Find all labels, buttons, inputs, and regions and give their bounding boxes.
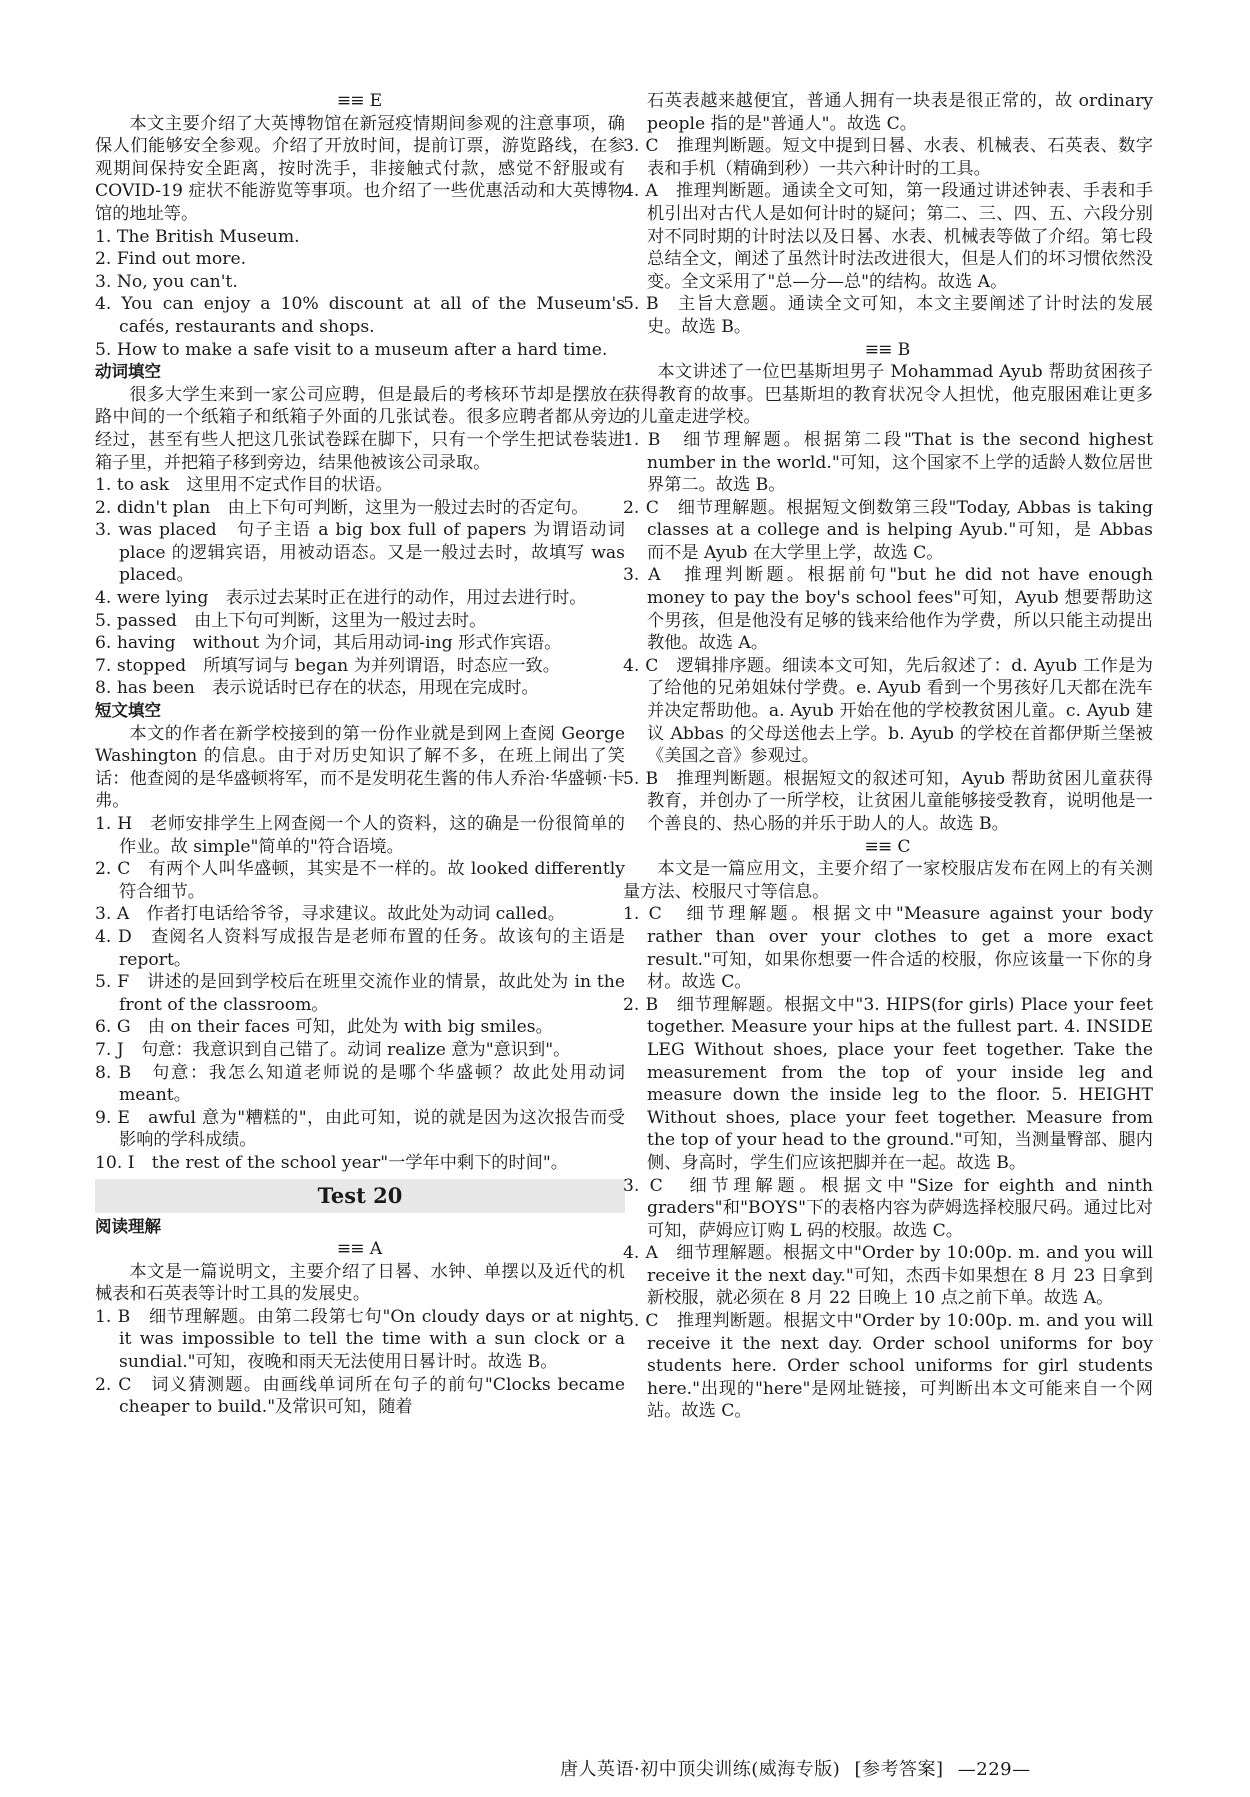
verb-fill-answers [95, 474, 625, 700]
list-item: 4. A 细节理解题。根据文中"Order by 10:00p. m. and you will receive it the next day."可知，杰西卡如果想在 8 月 23 日拿到新校服，就必须在 8 月 22 日晚上 10 点之前下单。故选 A。 [623, 1243, 1153, 1309]
list-item: 5. C 推理判断题。根据文中"Order by 10:00p. m. and you will receive it the next day. Order school uniforms for boy students here. Order school uniforms for girl students here."出现的"here"是网址链接，可判断出本文可能来自一个网站。故选 C。 [623, 1311, 1153, 1422]
cloze-answers [95, 813, 625, 1175]
list-item: 6. G 由 on their faces 可知，此处为 with big smiles。 [95, 1017, 553, 1038]
reading-heading: 阅读理解 [95, 1216, 161, 1236]
list-item: 5. passed 由上下句可判断，这里为一般过去时。 [95, 610, 487, 631]
list-item: 7. J 句意：我意识到自己错了。动词 realize 意为"意识到"。 [95, 1039, 571, 1060]
list-item: 5. F 讲述的是回到学校后在班里交流作业的情景，故此处为 in the front of the classroom。 [95, 972, 625, 1015]
list-item: 4. C 逻辑排序题。细读本文可知，先后叙述了：d. Ayub 工作是为了给他的兄弟姐妹付学费。e. Ayub 看到一个男孩好几天都在洗车并决定帮助他。a. Ayub 开始在他的学校教贫困儿童。c. Ayub 建议 Abbas 的父母送他去上学。b. Ayub 的学校在首都伊斯兰堡被《美国之音》参观过。 [623, 655, 1153, 767]
cloze-heading: 短文填空 [95, 701, 161, 721]
list-item: 1. H 老师安排学生上网查阅一个人的资料，这的确是一份很简单的作业。故 simple"简单的"符合语境。 [95, 814, 625, 857]
section-a-title: ≡≡ A [336, 1239, 384, 1260]
list-item: 5. How to make a safe visit to a museum after a hard time. [95, 339, 608, 360]
cloze-summary: 本文的作者在新学校接到的第一份作业就是到网上查阅 George Washington 的信息。由于对历史知识了解不多，在班上闹出了笑话：他查阅的是华盛顿将军，而不是发明花生酱的伟人乔治·华盛顿·卡弗。 [95, 723, 625, 812]
list-item: 6. having without 为介词，其后用动词-ing 形式作宾语。 [95, 633, 562, 654]
left-column [95, 90, 625, 1419]
list-item: 4. You can enjoy a 10% discount at all of the Museum's cafés, restaurants and shops. [95, 294, 625, 337]
list-item: 3. C 推理判断题。短文中提到日晷、水表、机械表、石英表、数字表和手机（精确到秒）一共六种计时的工具。 [623, 136, 1153, 179]
section-c-summary: 本文是一篇应用文，主要介绍了一家校服店发布在网上的有关测量方法、校服尺寸等信息。 [623, 859, 1153, 902]
section-b-title: ≡≡ B [864, 339, 912, 360]
page-number: —229— [957, 1759, 1031, 1780]
list-item: 8. B 句意：我怎么知道老师说的是哪个华盛顿？故此处用动词 meant。 [95, 1062, 625, 1106]
verb-fill-summary: 很多大学生来到一家公司应聘，但是最后的考核环节却是摆放在路中间的一个纸箱子和纸箱子外面的几张试卷。很多应聘者都从旁边经过，甚至有些人把这几张试卷踩在脚下，只有一个学生把试卷装进箱子里，并把箱子移到旁边，结果他被该公司录取。 [95, 384, 625, 473]
list-item: 2. Find out more. [95, 249, 247, 270]
test-title: Test 20 [95, 1179, 625, 1213]
list-item: 4. were lying 表示过去某时正在进行的动作，用过去进行时。 [95, 588, 587, 609]
list-item: 5. B 主旨大意题。通读全文可知，本文主要阐述了计时法的发展史。故选 B。 [623, 294, 1153, 337]
list-item: 4. A 推理判断题。通读全文可知，第一段通过讲述钟表、手表和手机引出对古代人是如何计时的疑问；第二、三、四、五、六段分别对不同时期的计时法以及日晷、水表、机械表等做了介绍。第七段总结全文，阐述了虽然计时法改进很大，但是人们的坏习惯依然没变。全文采用了"总—分—总"的结构。故选 A。 [623, 181, 1153, 292]
list-item: 2. C 有两个人叫华盛顿，其实是不一样的。故 looked differently 符合细节。 [95, 859, 625, 902]
list-item: 2. C 细节理解题。根据短文倒数第三段"Today, Abbas is taking classes at a college and is helping Ayub."可知，是 Abbas 而不是 Ayub 在大学里上学，故选 C。 [623, 497, 1153, 563]
list-item: 7. stopped 所填写词与 began 为并列谓语，时态应一致。 [95, 655, 560, 676]
list-item: 9. E awful 意为"糟糕的"，由此可知，说的就是因为这次报告而受影响的学科成绩。 [95, 1107, 625, 1151]
section-c-answers [623, 903, 1153, 1423]
section-a-continued: 石英表越来越便宜，普通人拥有一块表是很正常的，故 ordinary people 指的是"普通人"。故选 C。 [647, 91, 1153, 134]
list-item: 5. B 推理判断题。根据短文的叙述可知，Ayub 帮助贫困儿童获得教育，并创办了一所学校，让贫困儿童能够接受教育，说明他是一个善良的、热心肠的并乐于助人的人。故选 B。 [623, 768, 1153, 834]
list-item: 1. The British Museum. [95, 226, 300, 247]
list-item: 3. No, you can't. [95, 271, 238, 292]
section-c-title: ≡≡ C [864, 836, 912, 857]
list-item: 3. C 细节理解题。根据文中"Size for eighth and ninth graders"和"BOYS"下的表格内容为萨姆选择校服尺码。通过比对可知，萨姆应订购 L 码的校服。故选 C。 [623, 1175, 1153, 1241]
list-item: 3. A 推理判断题。根据前句"but he did not have enough money to pay the boy's school fees"可知，Ayub 想要帮助这个男孩，但是他没有足够的钱来给他作为学费，所以只能主动提出教他。故选 A。 [623, 565, 1153, 654]
list-item: 1. C 细节理解题。根据文中"Measure against your body rather than over your clothes to get a more exact result."可知，如果你想要一件合适的校服，你应该量一下你的身材。故选 C。 [623, 904, 1153, 993]
footer-section-label: [参考答案] [854, 1759, 944, 1780]
list-item: 3. A 作者打电话给爷爷，寻求建议。故此处为动词 called。 [95, 904, 565, 925]
section-b-summary: 本文讲述了一位巴基斯坦男子 Mohammad Ayub 帮助贫困孩子获得教育的故事。巴基斯坦的教育状况令人担忧，他克服困难让更多的儿童走进学校。 [623, 362, 1153, 428]
list-item: 1. B 细节理解题。由第二段第七句"On cloudy days or at night it was impossible to tell the time with a sun clock or a sundial."可知，夜晚和雨天无法使用日晷计时。故选 B。 [95, 1306, 625, 1373]
section-e-answers [95, 226, 625, 362]
section-e-title: ≡≡ E [336, 91, 384, 111]
list-item: 4. D 查阅名人资料写成报告是老师布置的任务。故该句的主语是 report。 [95, 926, 625, 970]
list-item: 2. C 词义猜测题。由画线单词所在句子的前句"Clocks became cheaper to build."及常识可知，随着 [95, 1374, 625, 1418]
list-item: 8. has been 表示说话时已存在的状态，用现在完成时。 [95, 678, 539, 699]
section-b-answers [623, 429, 1153, 836]
footer-book-title: 唐人英语·初中顶尖训练(威海专版) [560, 1759, 841, 1780]
list-item: 3. was placed 句子主语 a big box full of papers 为谓语动词 place 的逻辑宾语，用被动语态。又是一般过去时，故填写 was placed。 [95, 520, 625, 586]
list-item: 1. B 细节理解题。根据第二段"That is the second highest number in the world."可知，这个国家不上学的适龄人数位居世界第二。故选 B。 [623, 429, 1153, 496]
verb-fill-heading: 动词填空 [95, 362, 161, 382]
page-footer [560, 1755, 1039, 1781]
section-e-summary: 本文主要介绍了大英博物馆在新冠疫情期间参观的注意事项，确保人们能够安全参观。介绍了开放时间，提前订票，游览路线，在参观期间保持安全距离，按时洗手，非接触式付款，感觉不舒服或有 COVID-19 症状不能游览等事项。也介绍了一些优惠活动和大英博物馆的地址等。 [95, 113, 625, 224]
list-item: 2. B 细节理解题。根据文中"3. HIPS(for girls) Place your feet together. Measure your hips at the fullest part. 4. INSIDE LEG Without shoes, place your feet together. Take the measurement from the top of your inside leg and measure down the inside leg to the floor. 5. HEIGHT Without shoes, place your feet together. Measure from the top of your head to the ground."可知，当测量臀部、腿内侧、身高时，学生们应该把脚并在一起。故选 B。 [623, 994, 1153, 1173]
section-a-answers-cont [623, 135, 1153, 338]
right-column [623, 90, 1153, 1423]
section-a-answers [95, 1306, 625, 1419]
section-a-summary: 本文是一篇说明文，主要介绍了日晷、水钟、单摆以及近代的机械表和石英表等计时工具的发展史。 [95, 1261, 625, 1305]
list-item: 2. didn't plan 由上下句可判断，这里为一般过去时的否定句。 [95, 497, 589, 518]
list-item: 1. to ask 这里用不定式作目的状语。 [95, 475, 393, 496]
list-item: 10. I the rest of the school year"一学年中剩下的时间"。 [95, 1152, 568, 1173]
